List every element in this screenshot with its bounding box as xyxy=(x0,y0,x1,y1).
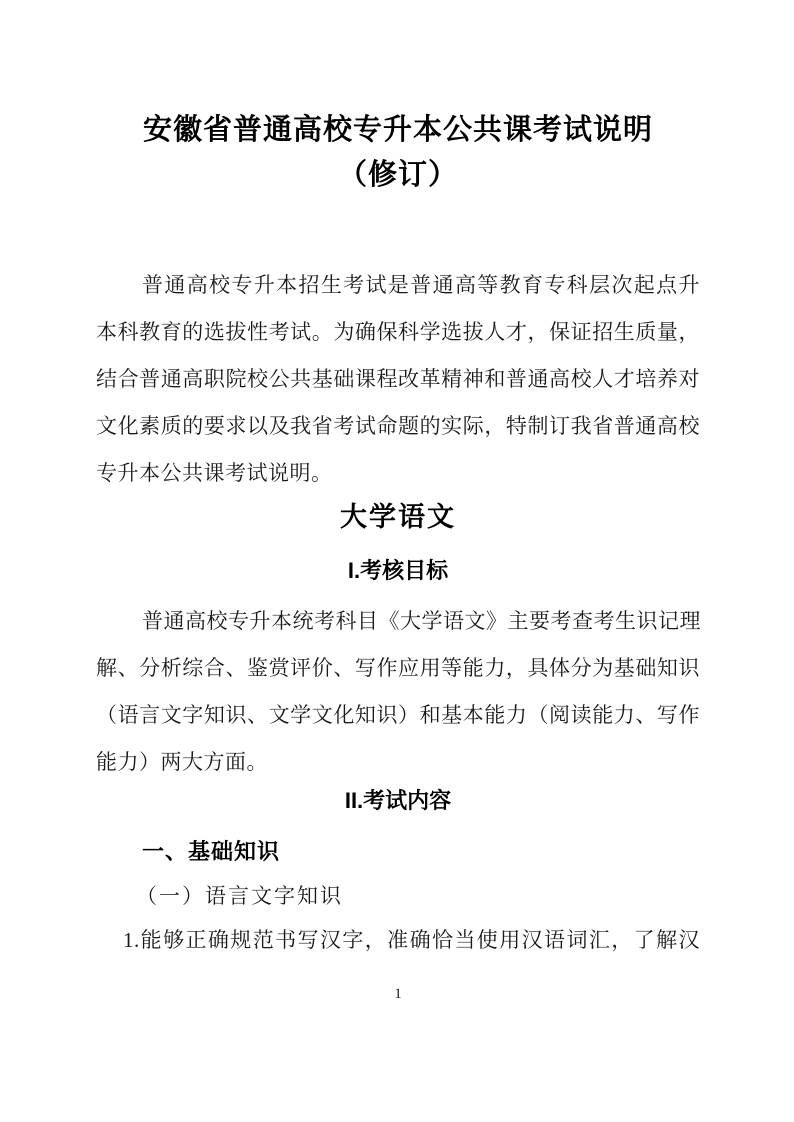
intro-line: 文化素质的要求以及我省考试命题的实际，特制订我省普通高校 xyxy=(96,414,700,438)
document-title xyxy=(96,108,700,198)
intro-line: 本科教育的选拔性考试。为确保科学选拔人才，保证招生质量， xyxy=(96,320,700,344)
intro-line: 专升本公共课考试说明。 xyxy=(96,461,333,485)
intro-line: 普通高校专升本招生考试是普通高等教育专科层次起点升 xyxy=(142,273,700,297)
subsection-language-knowledge-heading: （一）语言文字知识 xyxy=(136,884,343,908)
document-title-line1: 安徽省普通高校专升本公共课考试说明 xyxy=(142,114,653,146)
content-item-1: 1.能够正确规范书写汉字，准确恰当使用汉语词汇，了解汉 xyxy=(123,928,700,952)
page-number: 1 xyxy=(394,986,402,1002)
intro-line: 结合普通高职院校公共基础课程改革精神和普通高校人才培养对 xyxy=(96,367,700,391)
goal-line: 普通高校专升本统考科目《大学语文》主要考查考生识记理 xyxy=(142,609,701,633)
subsection-basic-knowledge-heading: 一、基础知识 xyxy=(142,839,281,864)
goal-line: 解、分析综合、鉴赏评价、写作应用等能力，具体分为基础知识 xyxy=(96,656,700,680)
document-title-line2: （修订） xyxy=(337,159,458,191)
section-content-heading: II.考试内容 xyxy=(344,788,452,813)
intro-paragraph xyxy=(96,262,700,497)
goal-line: 能力）两大方面。 xyxy=(96,750,268,774)
goal-paragraph xyxy=(96,598,700,786)
goal-line: （语言文字知识、文学文化知识）和基本能力（阅读能力、写作 xyxy=(96,703,700,727)
subject-heading: 大学语文 xyxy=(340,502,456,532)
section-goal-heading: I.考核目标 xyxy=(347,558,449,583)
